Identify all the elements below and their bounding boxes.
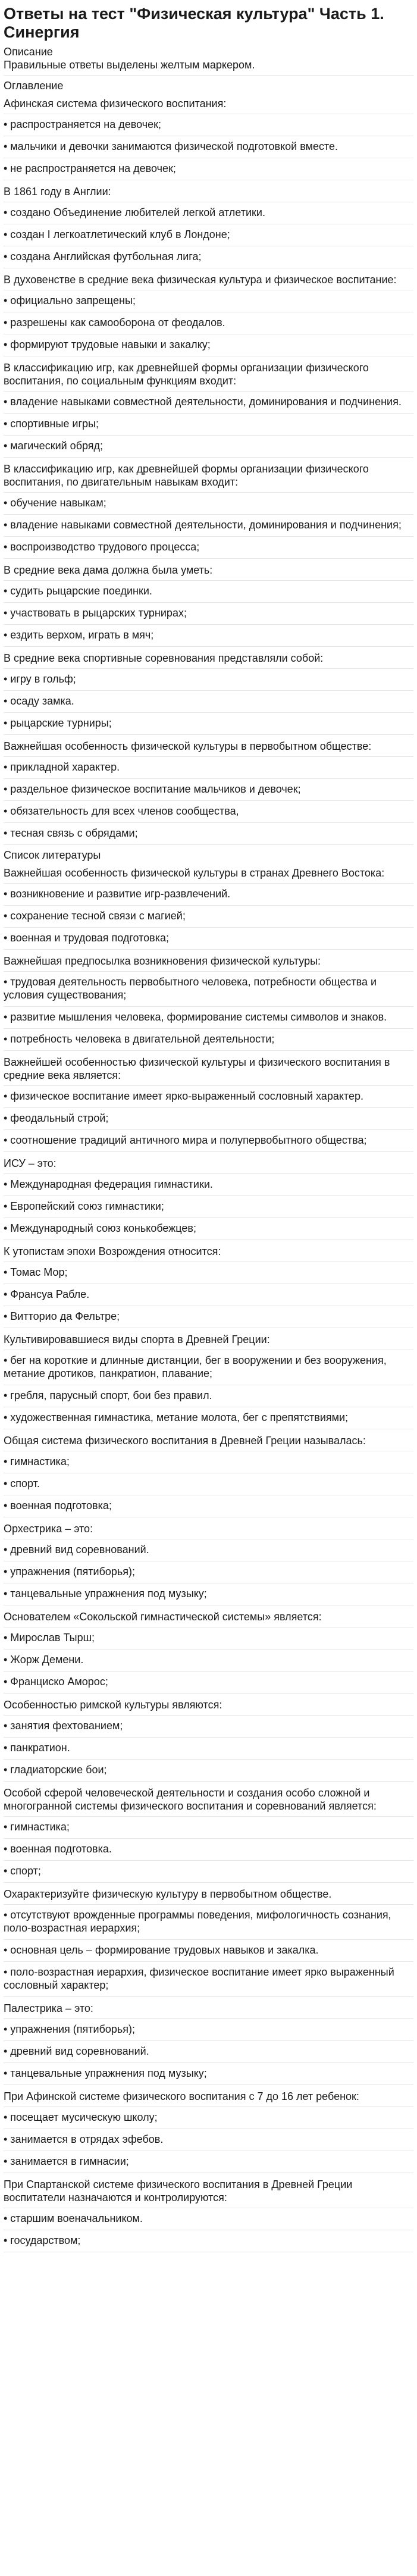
divider <box>4 1217 413 1218</box>
divider <box>4 602 413 603</box>
question-list-part-1 <box>4 97 413 845</box>
divider <box>4 624 413 625</box>
divider <box>4 1961 413 1962</box>
question-text: В средние века дама должна была уметь: <box>4 564 213 576</box>
divider <box>4 75 413 76</box>
divider <box>4 778 413 779</box>
divider <box>4 2040 413 2041</box>
answer-option: • танцевальные упражнения под музыку; <box>4 2067 207 2079</box>
divider <box>4 1816 413 1817</box>
question-text: При Афинской системе физического воспитания с 7 до 16 лет ребенок: <box>4 2090 359 2102</box>
answer-option: • занимается в отрядах эфебов. <box>4 2133 164 2145</box>
answer-option: • ездить верхом, играть в мяч; <box>4 629 154 641</box>
divider <box>4 391 413 392</box>
divider <box>4 1996 413 1997</box>
divider <box>4 1050 413 1051</box>
question-text: Важнейшая предпосылка возникновения физической культуры: <box>4 955 321 967</box>
answer-option: • панкратион. <box>4 1742 70 1754</box>
divider <box>4 949 413 950</box>
question-text: Особой сферой человеческой деятельности и создания особо сложной и многогранной системы физического воспитания и соревнований является: <box>4 1787 377 1812</box>
answer-option: • прикладной характер. <box>4 761 120 773</box>
answer-option: • занятия фехтованием; <box>4 1720 123 1732</box>
answer-option: • соотношение традиций античного мира и полупервобытного общества; <box>4 1134 367 1146</box>
question-text: Важнейшая особенность физической культуры в первобытном обществе: <box>4 740 372 752</box>
answer-option: • Витторио да Фельтре; <box>4 1310 120 1322</box>
answer-option: • Европейский союз гимнастики; <box>4 1200 164 1212</box>
divider <box>4 668 413 669</box>
answer-option: • потребность человека в двигательной деятельности; <box>4 1033 275 1045</box>
divider <box>4 1693 413 1694</box>
answer-option: • Жорж Демени. <box>4 1654 84 1666</box>
page-title: Ответы на тест "Физическая культура" Часть 1. Синергия <box>4 5 384 41</box>
answer-option: • посещает мусическую школу; <box>4 2111 158 2123</box>
answer-option: • Франсуа Рабле. <box>4 1288 90 1300</box>
answer-option: • Франциско Аморос; <box>4 1676 108 1688</box>
divider <box>4 2084 413 2085</box>
answer-option: • бег на короткие и длинные дистанции, бег в вооружении и без вооружения, метание дротиков, панкратион, плавание; <box>4 1354 387 1379</box>
divider <box>4 1085 413 1086</box>
divider <box>4 646 413 647</box>
question-text: ИСУ – это: <box>4 1157 57 1169</box>
divider <box>4 492 413 493</box>
answer-option: • игру в гольф; <box>4 673 76 685</box>
divider <box>4 457 413 458</box>
answer-option: • раздельное физическое воспитание мальчиков и девочек; <box>4 783 301 795</box>
divider <box>4 734 413 735</box>
divider <box>4 1904 413 1905</box>
answer-option: • основная цель – формирование трудовых навыков и закалка. <box>4 1944 319 1956</box>
answer-option: • древний вид соревнований. <box>4 2045 149 2057</box>
question-text: Охарактеризуйте физическую культуру в первобытном обществе. <box>4 1888 332 1900</box>
answer-option: • гладиаторские бои; <box>4 1764 107 1776</box>
divider <box>4 1939 413 1940</box>
divider <box>4 1882 413 1883</box>
divider <box>4 536 413 537</box>
divider <box>4 558 413 559</box>
question-text: При Спартанской системе физического воспитания в Древней Греции воспитатели назначаются и контролируются: <box>4 2179 353 2203</box>
answer-option: • владение навыками совместной деятельности, доминирования и подчинения. <box>4 396 402 408</box>
answer-option: • официально запрещены; <box>4 295 136 306</box>
question-text: В средние века спортивные соревнования представляли собой: <box>4 652 324 664</box>
question-text: Афинская система физического воспитания: <box>4 98 227 109</box>
divider <box>4 1759 413 1760</box>
answer-option: • упражнения (пятиборья); <box>4 2023 136 2035</box>
divider <box>4 580 413 581</box>
divider <box>4 1028 413 1029</box>
question-text: В духовенстве в средние века физическая культура и физическое воспитание: <box>4 274 397 286</box>
answer-option: • обязательность для всех членов сообщества, <box>4 805 239 817</box>
answer-option: • занимается в гимнасии; <box>4 2155 129 2167</box>
answer-option: • спортивные игры; <box>4 418 99 430</box>
answer-option: • военная подготовка; <box>4 1500 112 1511</box>
question-text: Орхестрика – это: <box>4 1523 93 1535</box>
divider <box>4 1838 413 1839</box>
divider <box>4 971 413 972</box>
answer-option: • осаду замка. <box>4 695 74 707</box>
contents-label: Оглавление <box>4 80 64 92</box>
answer-option: • военная подготовка. <box>4 1843 112 1855</box>
divider <box>4 514 413 515</box>
answer-option: • возникновение и развитие игр-развлечений. <box>4 888 231 900</box>
answer-option: • Международный союз конькобежцев; <box>4 1222 196 1234</box>
divider <box>4 800 413 801</box>
answer-option: • танцевальные упражнения под музыку; <box>4 1588 207 1600</box>
answer-option: • не распространяется на девочек; <box>4 162 176 174</box>
question-text: В классификацию игр, как древнейшей формы организации физического воспитания, по двигательным навыкам входит: <box>4 463 369 488</box>
divider <box>4 1173 413 1174</box>
question-text: К утопистам эпохи Возрождения относится: <box>4 1245 221 1257</box>
answer-option: • старшим военачальником. <box>4 2212 143 2224</box>
answer-option: • владение навыками совместной деятельности, доминирования и подчинения; <box>4 519 402 531</box>
divider <box>4 1737 413 1738</box>
divider <box>4 2062 413 2063</box>
question-text: Палестрика – это: <box>4 2002 93 2014</box>
question-text: Культивировавшиеся виды спорта в Древней Греции: <box>4 1334 270 1345</box>
divider <box>4 1107 413 1108</box>
answer-option: • создана Английская футбольная лига; <box>4 251 202 262</box>
answer-option: • физическое воспитание имеет ярко-выраженный сословный характер. <box>4 1090 363 1102</box>
answer-option: • сохранение тесной связи с магией; <box>4 910 186 922</box>
divider <box>4 435 413 436</box>
answer-option: • древний вид соревнований. <box>4 1544 149 1555</box>
answer-option: • воспроизводство трудового процесса; <box>4 541 200 553</box>
question-text: В 1861 году в Англии: <box>4 186 111 198</box>
answer-option: • гимнастика; <box>4 1821 70 1833</box>
answer-option: • Томас Мор; <box>4 1266 68 1278</box>
answer-option: • феодальный строй; <box>4 1112 109 1124</box>
divider <box>4 1671 413 1672</box>
divider <box>4 1151 413 1152</box>
question-list-part-2 <box>4 866 413 2252</box>
answer-option: • гребля, парусный спорт, бои без правил. <box>4 1389 212 1401</box>
answer-option: • военная и трудовая подготовка; <box>4 932 170 944</box>
answer-option: • трудовая деятельность первобытного человека, потребности общества и условия существования; <box>4 976 377 1001</box>
answer-option: • государством; <box>4 2234 81 2246</box>
divider <box>4 1715 413 1716</box>
answer-option: • гимнастика; <box>4 1456 70 1467</box>
answer-option: • упражнения (пятиборья); <box>4 1566 136 1577</box>
divider <box>4 844 413 845</box>
answer-option: • обучение навыкам; <box>4 497 106 509</box>
question-text: Особенностью римской культуры являются: <box>4 1699 222 1711</box>
divider <box>4 1781 413 1782</box>
divider <box>4 413 413 414</box>
question-text: Общая система физического воспитания в Древней Греции называлась: <box>4 1435 366 1447</box>
description-text: Правильные ответы выделены желтым маркером. <box>4 59 255 71</box>
answer-option: • магический обряд; <box>4 440 104 452</box>
divider <box>4 756 413 757</box>
answer-option: • Международная федерация гимнастики. <box>4 1178 213 1190</box>
answer-option: • рыцарские турниры; <box>4 717 112 729</box>
answer-option: • спорт; <box>4 1865 41 1877</box>
answer-option: • отсутствуют врожденные программы поведения, мифологичность сознания, поло-возрастная иерархия; <box>4 1909 391 1934</box>
answer-option: • создан I легкоатлетический клуб в Лондоне; <box>4 229 230 240</box>
divider <box>4 1006 413 1007</box>
answer-option: • тесная связь с обрядами; <box>4 827 138 839</box>
answer-option: • спорт. <box>4 1478 40 1489</box>
literature-label: Список литературы <box>4 849 101 861</box>
divider <box>4 1860 413 1861</box>
answer-option: • разрешены как самооборона от феодалов. <box>4 317 225 328</box>
answer-option: • судить рыцарские поединки. <box>4 585 152 597</box>
answer-option: • Мирослав Тырш; <box>4 1632 95 1644</box>
answer-option: • поло-возрастная иерархия, физическое воспитание имеет ярко выраженный сословный характер; <box>4 1966 394 1991</box>
question-text: В классификацию игр, как древнейшей формы организации физического воспитания, по социальным функциям входит: <box>4 362 369 387</box>
question-text: Важнейшая особенность физической культуры в странах Древнего Востока: <box>4 867 385 879</box>
divider <box>4 690 413 691</box>
answer-option: • участвовать в рыцарских турнирах; <box>4 607 187 619</box>
divider <box>4 905 413 906</box>
answer-option: • художественная гимнастика, метание молота, бег с препятствиями; <box>4 1411 349 1423</box>
divider <box>4 712 413 713</box>
question-text: Основателем «Сокольской гимнастической системы» является: <box>4 1611 322 1623</box>
divider <box>4 822 413 823</box>
answer-option: • развитие мышления человека, формирование системы символов и знаков. <box>4 1011 387 1023</box>
divider <box>4 2018 413 2019</box>
description-label: Описание <box>4 46 53 58</box>
answer-option: • формируют трудовые навыки и закалку; <box>4 339 211 350</box>
question-text: Важнейшей особенностью физической культуры и физического воспитания в средние века является: <box>4 1056 390 1081</box>
divider <box>4 883 413 884</box>
answer-option: • создано Объединение любителей легкой атлетики. <box>4 206 265 218</box>
divider <box>4 927 413 928</box>
divider <box>4 1195 413 1196</box>
answer-option: • распространяется на девочек; <box>4 118 161 130</box>
answer-option: • мальчики и девочки занимаются физической подготовкой вместе. <box>4 140 338 152</box>
divider <box>4 1129 413 1130</box>
